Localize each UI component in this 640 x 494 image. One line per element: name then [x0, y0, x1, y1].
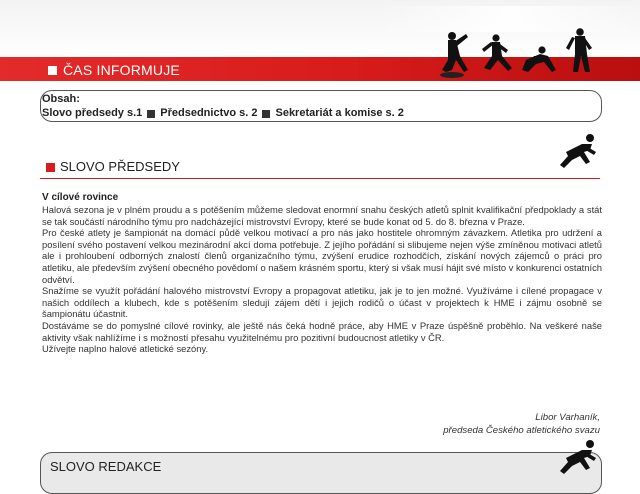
article-paragraph: Užívejte naplno halové atletické sezóny.: [42, 343, 209, 355]
section-title: SLOVO PŘEDSEDY: [60, 159, 180, 174]
header-title: [48, 62, 180, 78]
header-title-text: ČAS INFORMUJE: [63, 62, 180, 78]
contents-item[interactable]: Slovo předsedy s.1: [42, 107, 143, 119]
section-title-editor: SLOVO REDAKCE: [50, 459, 162, 474]
sprinter-start-icon: [556, 130, 602, 170]
signature-name: Libor Varhaník,: [535, 412, 600, 423]
section-header-chairman: [40, 158, 600, 179]
header-square-icon: [48, 66, 57, 75]
article-paragraph: Halová sezona je v plném proudu a s potěšením můžeme sledovat enormní snahu českých atletů splnit kvalifikační předpoklady a stát se tak součástí národního týmu pro nadcházející mistrovství Evropy, které se bude konat od 5. do 8. března v Praze.: [42, 204, 602, 227]
bullet-square-icon: [262, 110, 270, 118]
contents-list: [42, 107, 404, 120]
article-chairman: [42, 192, 602, 355]
bullet-square-icon: [147, 110, 155, 118]
contents-title: Obsah:: [42, 93, 80, 105]
article-paragraph: Dostáváme se do pomyslné cílové rovinky, ale ještě nás čeká hodně práce, aby HME v Praze úspěšně proběhlo. Na veškeré naše aktivity však nahlížíme i s možností přesahu využitelnému pro pozitivní budoucnost atletiky v ČR.: [42, 319, 602, 343]
signature: [443, 411, 600, 437]
contents-item[interactable]: Sekretariát a komise s. 2: [275, 107, 404, 119]
athletes-silhouettes-icon: [430, 26, 600, 82]
sprinter-start-icon: [556, 436, 602, 476]
article-heading: V cílové rovince: [42, 192, 119, 203]
article-paragraph: Snažíme se využít pořádání halového mistrovství Evropy a propagovat atletiku, jak je to jen možné. Využíváme i cílené propagace v našich oddílech a klubech, kde s potěšením sledují zájem dětí i jejich rodičů o účast v projektech k HME i zájmu osobně se šampionátu účastnit.: [42, 285, 602, 320]
signature-role: předseda Českého atletického svazu: [443, 425, 600, 436]
contents-item[interactable]: Předsednictvo s. 2: [160, 107, 258, 119]
article-paragraph: Pro české atlety je šampionát na domácí půdě velkou motivací a pro nás jako hostitele ohromným závazkem. Atletika pro udržení a posílení svého postavení velkou mezinárodní akcí doma potřebuje. Z jejího pořádání si slibujeme nejen výše zmíněnou motivaci atletů ale i prohloubení odborných znalostí členů organizačního týmu, zvýšení erudice rozhodčích, získání nových zájemců o práci pro atletiku, ale především zvýšení obecného povědomí o našem krásném sportu, který si však musí hájit své místo v konkurenci ostatních odvětví.: [42, 227, 602, 285]
section-square-icon: [46, 163, 55, 172]
